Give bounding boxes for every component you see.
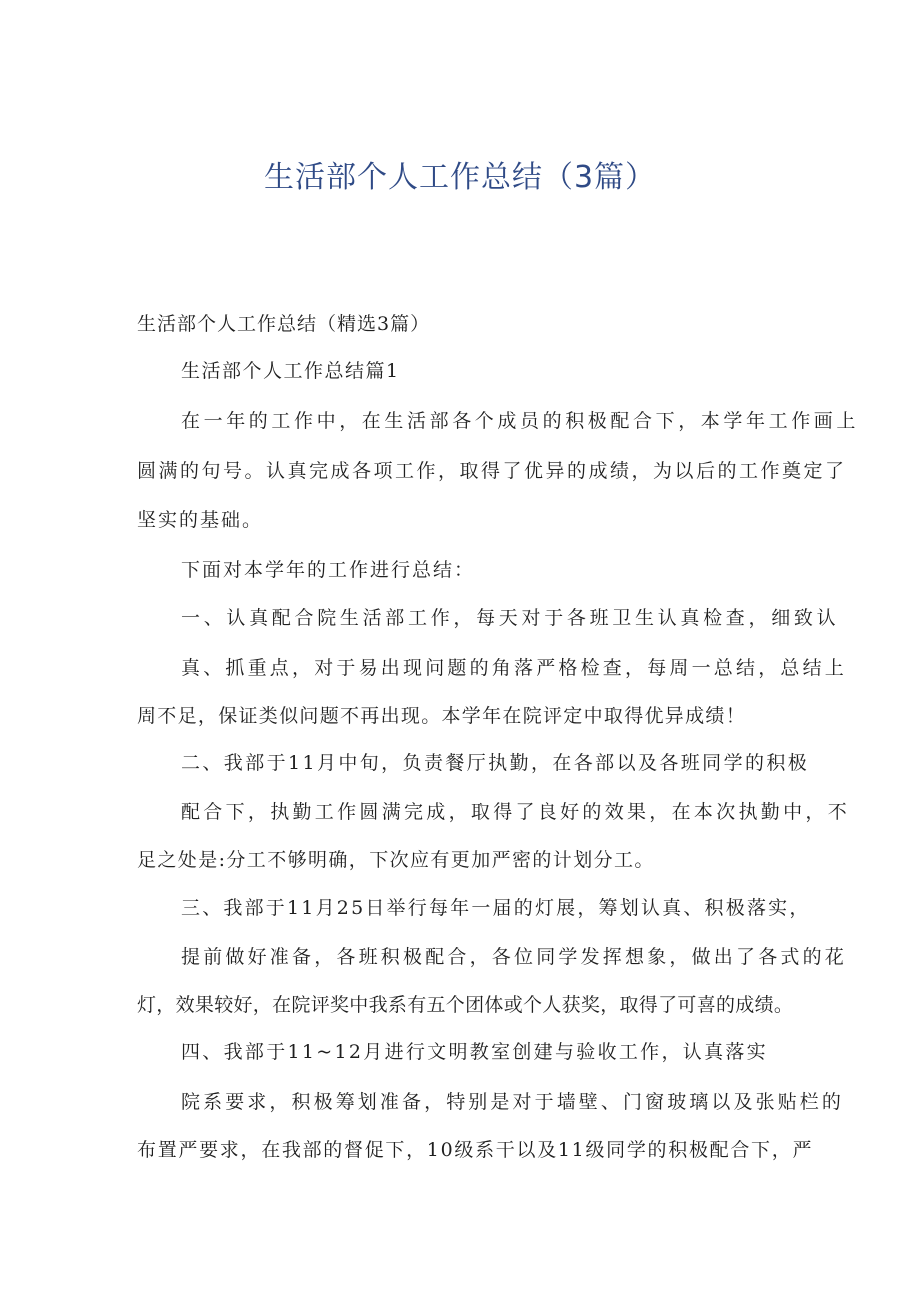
paragraph-line: 布置严要求，在我部的督促下，10级系干以及11级同学的积极配合下，严 (137, 1139, 814, 1161)
paragraph-line: 下面对本学年的工作进行总结： (181, 559, 476, 581)
paragraph-line: 圆满的句号。认真完成各项工作，取得了优异的成绩，为以后的工作奠定了 (137, 460, 847, 482)
paragraph-line: 提前做好准备，各班积极配合，各位同学发挥想象，做出了各式的花 (181, 946, 848, 968)
paragraph-line: 四、我部于11~12月进行文明教室创建与验收工作，认真落实 (181, 1041, 768, 1063)
paragraph-line: 周不足，保证类似问题不再出现。本学年在院评定中取得优异成绩！ (137, 705, 747, 727)
paragraph-line: 三、我部于11月25日举行每年一届的灯展，筹划认真、积极落实， (181, 897, 811, 919)
paragraph-line: 二、我部于11月中旬，负责餐厅执勤，在各部以及各班同学的积极 (181, 752, 810, 774)
paragraph-line: 足之处是:分工不够明确，下次应有更加严密的计划分工。 (137, 849, 655, 871)
paragraph-line: 在一年的工作中，在生活部各个成员的积极配合下，本学年工作画上 (181, 410, 860, 432)
section-heading: 生活部个人工作总结篇1 (181, 360, 400, 382)
paragraph-line: 坚实的基础。 (137, 509, 264, 531)
document-title: 生活部个人工作总结（3篇） (263, 160, 657, 195)
paragraph-line: 真、抓重点，对于易出现问题的角落严格检查，每周一总结，总结上 (181, 657, 848, 679)
paragraph-line: 一、认真配合院生活部工作，每天对于各班卫生认真检查，细致认 (181, 607, 840, 629)
paragraph-line: 配合下，执勤工作圆满完成，取得了良好的效果，在本次执勤中，不 (181, 801, 851, 823)
paragraph-line: 院系要求，积极筹划准备，特别是对于墙壁、门窗玻璃以及张贴栏的 (181, 1091, 845, 1113)
document-subtitle: 生活部个人工作总结（精选3篇） (137, 313, 431, 335)
paragraph-line: 灯，效果较好，在院评奖中我系有五个团体或个人获奖，取得了可喜的成绩。 (137, 994, 794, 1016)
